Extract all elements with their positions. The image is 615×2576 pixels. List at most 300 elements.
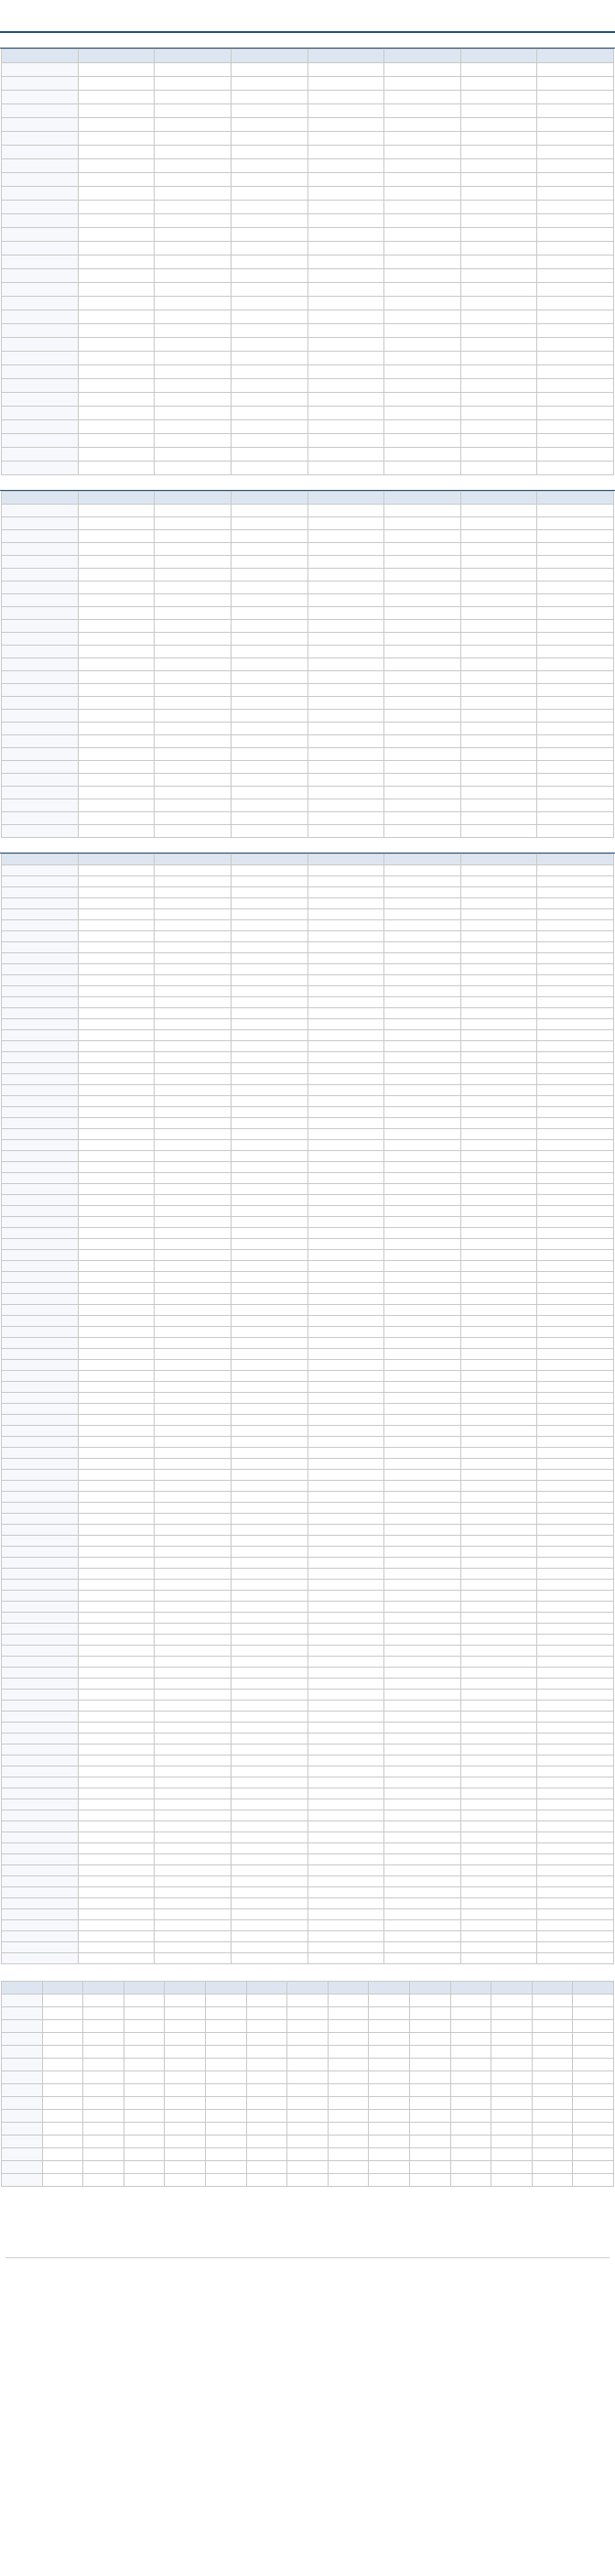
table-cell — [537, 255, 614, 269]
table-cell — [308, 77, 384, 91]
table-cell — [537, 1920, 614, 1931]
table-row — [2, 1854, 614, 1865]
table-cell — [384, 1371, 461, 1382]
table-cell — [460, 986, 537, 997]
table-cell — [78, 556, 155, 569]
table-cell — [2, 1184, 79, 1195]
table-row — [2, 269, 614, 283]
table-cell — [308, 1690, 384, 1701]
table-cell — [573, 2007, 614, 2020]
table-cell — [165, 2084, 206, 2097]
table-cell — [42, 2123, 83, 2136]
table-cell — [2, 2123, 43, 2136]
table-cell — [231, 1019, 308, 1030]
table-cell — [246, 2033, 287, 2046]
table-cell — [384, 1525, 461, 1536]
table-cell — [308, 187, 384, 201]
table-cell — [537, 1041, 614, 1052]
table-cell — [328, 2071, 369, 2084]
table-cell — [2, 543, 79, 556]
table-cell — [231, 556, 308, 569]
table-cell — [308, 556, 384, 569]
column-header — [42, 1982, 83, 1994]
table-cell — [78, 1953, 155, 1964]
table-cell — [2, 77, 79, 91]
table-cell — [328, 2020, 369, 2033]
table-cell — [384, 825, 461, 838]
table-cell — [124, 2148, 165, 2161]
table-cell — [537, 607, 614, 620]
table-cell — [460, 697, 537, 710]
table-cell — [155, 735, 232, 748]
table-cell — [537, 1514, 614, 1525]
table-cell — [308, 1569, 384, 1580]
table-cell — [231, 324, 308, 338]
table-cell — [2, 352, 79, 365]
table-cell — [537, 1799, 614, 1810]
table-cell — [155, 1305, 232, 1316]
table-row — [2, 986, 614, 997]
table-cell — [460, 132, 537, 146]
table-cell — [308, 1228, 384, 1239]
table-cell — [537, 633, 614, 646]
table-cell — [2, 1994, 43, 2007]
table-row — [2, 1184, 614, 1195]
table-cell — [384, 909, 461, 920]
table-cell — [308, 1283, 384, 1294]
table-cell — [2, 697, 79, 710]
table-row — [2, 1305, 614, 1316]
table-cell — [308, 1591, 384, 1602]
table-cell — [155, 365, 232, 379]
table-cell — [573, 2020, 614, 2033]
table-cell — [460, 393, 537, 407]
table-cell — [155, 1766, 232, 1777]
column-header — [83, 1982, 124, 1994]
table-cell — [308, 761, 384, 774]
table-row — [2, 1151, 614, 1162]
table-cell — [231, 1470, 308, 1481]
table-cell — [537, 812, 614, 825]
table-cell — [384, 1832, 461, 1843]
table-cell — [124, 2071, 165, 2084]
table-cell — [537, 909, 614, 920]
table-cell — [537, 1865, 614, 1876]
table-cell — [384, 646, 461, 658]
table-cell — [287, 2174, 329, 2187]
table-header-row — [2, 1982, 614, 1994]
table-cell — [231, 365, 308, 379]
table-cell — [231, 799, 308, 812]
table-cell — [308, 1723, 384, 1734]
table-cell — [537, 942, 614, 953]
table-cell — [537, 1481, 614, 1492]
column-header — [246, 1982, 287, 1994]
table-cell — [384, 697, 461, 710]
table-cell — [460, 1173, 537, 1184]
table-cell — [2, 2046, 43, 2059]
table-cell — [155, 1030, 232, 1041]
table-cell — [384, 283, 461, 297]
table-row — [2, 1755, 614, 1766]
table-cell — [155, 1953, 232, 1964]
table-row — [2, 1734, 614, 1745]
table-cell — [2, 684, 79, 697]
table-cell — [537, 1777, 614, 1788]
table-cell — [78, 607, 155, 620]
table-cell — [308, 1931, 384, 1942]
table-cell — [231, 1030, 308, 1041]
table-cell — [231, 393, 308, 407]
table-cell — [78, 931, 155, 942]
table-cell — [78, 1536, 155, 1547]
table-cell — [165, 1994, 206, 2007]
table-cell — [384, 1712, 461, 1723]
table-cell — [231, 620, 308, 633]
table-cell — [308, 448, 384, 462]
table-cell — [287, 2123, 329, 2136]
table-cell — [537, 365, 614, 379]
table-cell — [78, 646, 155, 658]
table-cell — [537, 1360, 614, 1371]
table-cell — [42, 2136, 83, 2148]
table-cell — [205, 2071, 246, 2084]
table-cell — [2, 407, 79, 420]
column-header — [384, 49, 461, 63]
table-cell — [460, 646, 537, 658]
table-header-row — [2, 492, 614, 505]
table-cell — [2, 1931, 79, 1942]
table-cell — [308, 1041, 384, 1052]
table-cell — [384, 1503, 461, 1514]
table-cell — [205, 2020, 246, 2033]
table-cell — [460, 1723, 537, 1734]
table-cell — [308, 530, 384, 543]
table-cell — [2, 1920, 79, 1931]
table-cell — [155, 1920, 232, 1931]
table-cell — [155, 1536, 232, 1547]
table-cell — [155, 1327, 232, 1338]
table-cell — [409, 2071, 450, 2084]
table-cell — [78, 1909, 155, 1920]
table-cell — [165, 2148, 206, 2161]
table-row — [2, 1766, 614, 1777]
table-cell — [231, 1799, 308, 1810]
table-cell — [78, 1942, 155, 1953]
table-cell — [308, 173, 384, 187]
table-row — [2, 2071, 614, 2084]
table-cell — [460, 887, 537, 898]
table-cell — [537, 1887, 614, 1898]
column-header — [2, 492, 79, 505]
table-row — [2, 953, 614, 964]
table-cell — [231, 1393, 308, 1404]
table-row — [2, 1294, 614, 1305]
table-cell — [460, 1030, 537, 1041]
table-cell — [384, 1162, 461, 1173]
table-cell — [155, 1701, 232, 1712]
table-cell — [537, 1129, 614, 1140]
table-cell — [308, 1261, 384, 1272]
table-cell — [537, 1679, 614, 1690]
table-cell — [537, 799, 614, 812]
table-cell — [231, 1898, 308, 1909]
table-cell — [384, 1854, 461, 1865]
table-cell — [78, 1668, 155, 1679]
table-cell — [384, 671, 461, 684]
table-cell — [2, 324, 79, 338]
table-cell — [460, 975, 537, 986]
table-cell — [537, 1415, 614, 1426]
table-cell — [78, 710, 155, 723]
table-cell — [78, 310, 155, 324]
table-cell — [384, 1008, 461, 1019]
table-cell — [384, 1799, 461, 1810]
table-cell — [155, 448, 232, 462]
table-cell — [537, 1712, 614, 1723]
table-cell — [369, 2097, 410, 2110]
table-cell — [155, 1151, 232, 1162]
table-row — [2, 530, 614, 543]
table-cell — [42, 2007, 83, 2020]
table-cell — [384, 1821, 461, 1832]
table-cell — [231, 986, 308, 997]
table-cell — [308, 1492, 384, 1503]
table-cell — [460, 1514, 537, 1525]
table-cell — [308, 1327, 384, 1338]
table-cell — [78, 1887, 155, 1898]
table-cell — [537, 448, 614, 462]
table-row — [2, 1635, 614, 1646]
table-cell — [155, 1635, 232, 1646]
table-cell — [308, 1151, 384, 1162]
column-header — [155, 492, 232, 505]
table-cell — [2, 1228, 79, 1239]
table-cell — [231, 1184, 308, 1195]
table-cell — [308, 1129, 384, 1140]
table-cell — [460, 735, 537, 748]
table-cell — [155, 1668, 232, 1679]
table-cell — [537, 462, 614, 475]
table-cell — [78, 684, 155, 697]
table-cell — [246, 2084, 287, 2097]
table-cell — [460, 942, 537, 953]
table-cell — [573, 2059, 614, 2071]
table-cell — [83, 2097, 124, 2110]
table-cell — [532, 2174, 573, 2187]
table-cell — [2, 132, 79, 146]
table-cell — [573, 2123, 614, 2136]
table-row — [2, 2020, 614, 2033]
table-cell — [308, 393, 384, 407]
table-cell — [532, 2084, 573, 2097]
table-row — [2, 1206, 614, 1217]
table-cell — [537, 1635, 614, 1646]
table-cell — [2, 104, 79, 118]
table-cell — [2, 1140, 79, 1151]
table-cell — [231, 1558, 308, 1569]
table-cell — [231, 1821, 308, 1832]
table-cell — [537, 1898, 614, 1909]
table-cell — [2, 710, 79, 723]
table-cell — [155, 77, 232, 91]
table-cell — [384, 774, 461, 787]
table-row — [2, 132, 614, 146]
table-row — [2, 1492, 614, 1503]
table-cell — [205, 2123, 246, 2136]
table-cell — [369, 2007, 410, 2020]
table-cell — [308, 1338, 384, 1349]
table-cell — [231, 1701, 308, 1712]
table-cell — [155, 942, 232, 953]
column-header — [2, 854, 79, 865]
table-cell — [537, 228, 614, 242]
table-cell — [384, 352, 461, 365]
table-header-row — [2, 854, 614, 865]
table-cell — [2, 1865, 79, 1876]
table-cell — [537, 338, 614, 352]
table-row — [2, 646, 614, 658]
table-cell — [308, 942, 384, 953]
table-cell — [2, 1558, 79, 1569]
table-cell — [384, 297, 461, 310]
table-cell — [78, 697, 155, 710]
table-cell — [537, 1162, 614, 1173]
table-row — [2, 887, 614, 898]
table-cell — [2, 1118, 79, 1129]
table-cell — [384, 187, 461, 201]
table-cell — [124, 2136, 165, 2148]
table-cell — [2, 2084, 43, 2097]
table-cell — [308, 569, 384, 582]
table-cell — [537, 671, 614, 684]
table-row — [2, 1338, 614, 1349]
table-cell — [537, 1206, 614, 1217]
table-cell — [384, 1876, 461, 1887]
table-cell — [537, 1085, 614, 1096]
table-cell — [460, 620, 537, 633]
table-cell — [155, 1887, 232, 1898]
table-cell — [78, 214, 155, 228]
table-cell — [460, 865, 537, 876]
table-cell — [287, 2084, 329, 2097]
table-cell — [537, 297, 614, 310]
table-cell — [124, 1994, 165, 2007]
table-cell — [2, 1459, 79, 1470]
table-cell — [460, 1876, 537, 1887]
table-cell — [231, 997, 308, 1008]
table-cell — [537, 132, 614, 146]
table-cell — [384, 1810, 461, 1821]
table-cell — [155, 1931, 232, 1942]
table-cell — [384, 1041, 461, 1052]
table-cell — [155, 1228, 232, 1239]
table-cell — [205, 2161, 246, 2174]
table-cell — [460, 1788, 537, 1799]
table-cell — [308, 1162, 384, 1173]
table-cell — [231, 723, 308, 735]
table-cell — [308, 1613, 384, 1624]
table-cell — [460, 594, 537, 607]
table-cell — [308, 269, 384, 283]
table-cell — [78, 1327, 155, 1338]
table-cell — [2, 1525, 79, 1536]
table-row — [2, 812, 614, 825]
table-cell — [537, 876, 614, 887]
table-cell — [384, 1261, 461, 1272]
table-cell — [2, 1646, 79, 1657]
table-cell — [231, 1712, 308, 1723]
table-cell — [537, 1832, 614, 1843]
table-cell — [460, 1854, 537, 1865]
table-cell — [537, 1228, 614, 1239]
table-cell — [78, 118, 155, 132]
table-cell — [384, 1657, 461, 1668]
table-cell — [537, 352, 614, 365]
column-header — [460, 492, 537, 505]
table-cell — [537, 1755, 614, 1766]
table-cell — [78, 1261, 155, 1272]
table-cell — [308, 1734, 384, 1745]
table-row — [2, 1250, 614, 1261]
table-cell — [460, 1777, 537, 1788]
table-cell — [155, 646, 232, 658]
table-cell — [460, 228, 537, 242]
table-cell — [2, 1129, 79, 1140]
table-cell — [155, 1591, 232, 1602]
table-row — [2, 1624, 614, 1635]
table-cell — [308, 1668, 384, 1679]
table-cell — [308, 1371, 384, 1382]
table-cell — [155, 1646, 232, 1657]
table-cell — [460, 1843, 537, 1854]
table-row — [2, 1470, 614, 1481]
table-cell — [308, 543, 384, 556]
table-cell — [2, 214, 79, 228]
table-cell — [384, 1668, 461, 1679]
table-cell — [78, 1591, 155, 1602]
table-cell — [384, 865, 461, 876]
table-cell — [537, 173, 614, 187]
table-row — [2, 283, 614, 297]
table-cell — [328, 2123, 369, 2136]
table-cell — [2, 310, 79, 324]
table-cell — [384, 393, 461, 407]
table-cell — [231, 1481, 308, 1492]
table-cell — [308, 825, 384, 838]
table-cell — [384, 104, 461, 118]
table-cell — [537, 920, 614, 931]
table-row — [2, 1942, 614, 1953]
table-cell — [155, 1712, 232, 1723]
table-cell — [2, 393, 79, 407]
table-cell — [155, 1261, 232, 1272]
table-cell — [2, 1173, 79, 1184]
table-cell — [231, 1173, 308, 1184]
table-cell — [287, 2007, 329, 2020]
table-cell — [460, 1107, 537, 1118]
table-cell — [460, 1734, 537, 1745]
table-cell — [460, 1832, 537, 1843]
table-cell — [231, 173, 308, 187]
table-cell — [231, 684, 308, 697]
table-cell — [460, 1503, 537, 1514]
table-cell — [78, 1140, 155, 1151]
table-cell — [155, 1481, 232, 1492]
table-cell — [78, 1272, 155, 1283]
table-cell — [155, 787, 232, 799]
title-bar — [0, 0, 615, 33]
